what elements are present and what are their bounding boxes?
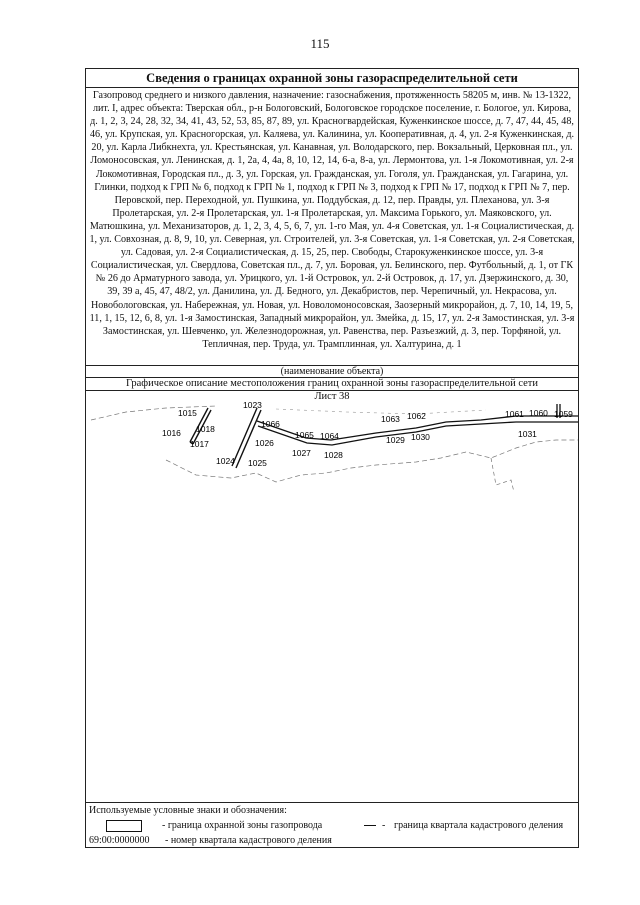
- map-label-1065: 1065: [295, 430, 314, 440]
- map-label-1064: 1064: [320, 431, 339, 441]
- legend-zone-text: - граница охранной зоны газопровода: [162, 820, 323, 831]
- map-label-1063: 1063: [381, 414, 400, 424]
- zone-boundary-symbol: [106, 820, 142, 832]
- cadastral-boundary-line: [491, 458, 514, 492]
- boundary-map: [86, 400, 578, 800]
- legend-block-text: граница квартала кадастрового деления: [394, 820, 564, 831]
- document-title: Сведения о границах охранной зоны газораспределительной сети: [86, 69, 578, 88]
- map-label-1018: 1018: [196, 424, 215, 434]
- map-label-1025: 1025: [248, 458, 267, 468]
- map-label-1026: 1026: [255, 438, 274, 448]
- map-label-1028: 1028: [324, 450, 343, 460]
- block-boundary-symbol: [364, 825, 376, 826]
- map-label-1024: 1024: [216, 456, 235, 466]
- legend-dash: -: [382, 820, 386, 831]
- legend-code-text: - номер квартала кадастрового деления: [165, 835, 332, 846]
- document-frame: [85, 68, 579, 848]
- object-name-caption: (наименование объекта): [86, 365, 578, 378]
- sheet-number: Лист 38: [314, 391, 350, 402]
- map-label-1015: 1015: [178, 408, 197, 418]
- map-label-1060: 1060: [529, 408, 548, 418]
- map-label-1062: 1062: [407, 411, 426, 421]
- map-label-1030: 1030: [411, 432, 430, 442]
- map-label-1029: 1029: [386, 435, 405, 445]
- map-label-1023: 1023: [243, 400, 262, 410]
- map-label-1031: 1031: [518, 429, 537, 439]
- map-label-1061: 1061: [505, 409, 524, 419]
- map-label-1017: 1017: [190, 439, 209, 449]
- map-label-1027: 1027: [292, 448, 311, 458]
- legend: [86, 802, 578, 849]
- map-label-1066: 1066: [261, 419, 280, 429]
- legend-code-symbol: 69:00:0000000: [89, 835, 150, 846]
- map-label-1059: 1059: [554, 409, 573, 419]
- graphic-description-title: Графическое описание местоположения границ охранной зоны газораспределительной сети: [86, 378, 578, 391]
- legend-title: Используемые условные знаки и обозначения:: [89, 805, 287, 816]
- cadastral-boundary-line: [91, 406, 216, 420]
- page-number: 115: [310, 36, 330, 51]
- map-label-1016: 1016: [162, 428, 181, 438]
- object-description: Газопровод среднего и низкого давления, назначение: газоснабжения, протяженность 58205 м, инв. № 13-1322, лит. I, адрес объекта: Тверская обл., р-н Бологовский, Бологовское городское поселение, г. Бологое, ул. Кирова, д. 1, 2, 3, 24, 28, 32, 34, 41, 43, 52, 53, 85, 87, 89, ул. Красногвардейская, Куженкинское шоссе, д. 7, 47, 44, 45, 48, 46, ул. Крупская, ул. Красногорская, ул. Каляева, ул. Калинина, ул. Кооперативная, д. 4, ул. 2-я Куженкинская, д. 20, ул. Карла Либкнехта, ул. Крестьянская, ул. Канавная, ул. Володарского, пер. Вокзальный, Церковная пл., ул. Ломоносовская, ул. Ленинская, д. 1, 2а, 4, 4а, 8, 10, 12, 14, 6-а, 8-а, ул. Лермонтова, ул. 1-я Локомотивная, ул. 2-я Локомотивная, Городская пл., д. 3, ул. Горская, ул. Гражданская, ул. Гоголя, ул. Гражданская, ул. Гагарина, ул. Глинки, подход к ГРП № 6, подход к ГРП № 1, подход к ГРП № 3, подход к ГРП № 17, подход к ГРП № 7, пер. Перовской, пер. Переходной, ул. Пушкина, ул. Поддубская, д. 12, пер. Правды, ул. Плеханова, ул. 3-я Пролетарская, ул. 2-я Пролетарская, ул. 1-я Пролетарская, ул. Максима Горького, ул. Маяковского, ул. Матюшкина, ул. Механизаторов, д. 1, 2, 3, 4, 5, 6, 7, ул. 1-го Мая, ул. 4-я Советская, ул. 1-я Социалистическая, д. 1, ул. Совхозная, д. 8, 9, 10, ул. Северная, ул. Строителей, ул. 3-я Советская, ул. 1-я Советская, ул. 2-я Советская, ул. Садовая, ул. 2-я Социалистическая, д. 15, 25, пер. Свободы, Старокуженкинское шоссе, ул. 3-я Социалистическая, ул. Свердлова, Советская пл., д. 7, ул. Боровая, ул. Белинского, пер. Футбольный, д. 1, от ГК № 26 до Арматурного завода, ул. Урицкого, ул. 1-й Островок, ул. 2-й Островок, д. 17, ул. Дзержинского, д. 30, 39, 39 а, 45, 47, 48/2, ул. Данилина, ул. Д. Бедного, ул. Декабристов, пер. Черепичный, ул. Некрасова, ул. Новобологовская, ул. Набережная, ул. Новая, ул. Новоломоносовская, Заозерный микрорайон, д. 7, 10, 14, 19, 5, 11, 1, 15, 12, 6, 8, ул. 1-я Замостинская, Западный микрорайон, ул. Змейка, д. 15, 17, ул. 2-я Замостинская, ул. 3-я Замостинская, ул. Шевченко, ул. Железнодорожная, ул. Равенства, пер. Разъезжий, д. 3, пер. Торфяной, ул. Тепличная, пер. Труда, ул. Трамплинная, ул. Халтурина, д. 1: [89, 90, 575, 350]
